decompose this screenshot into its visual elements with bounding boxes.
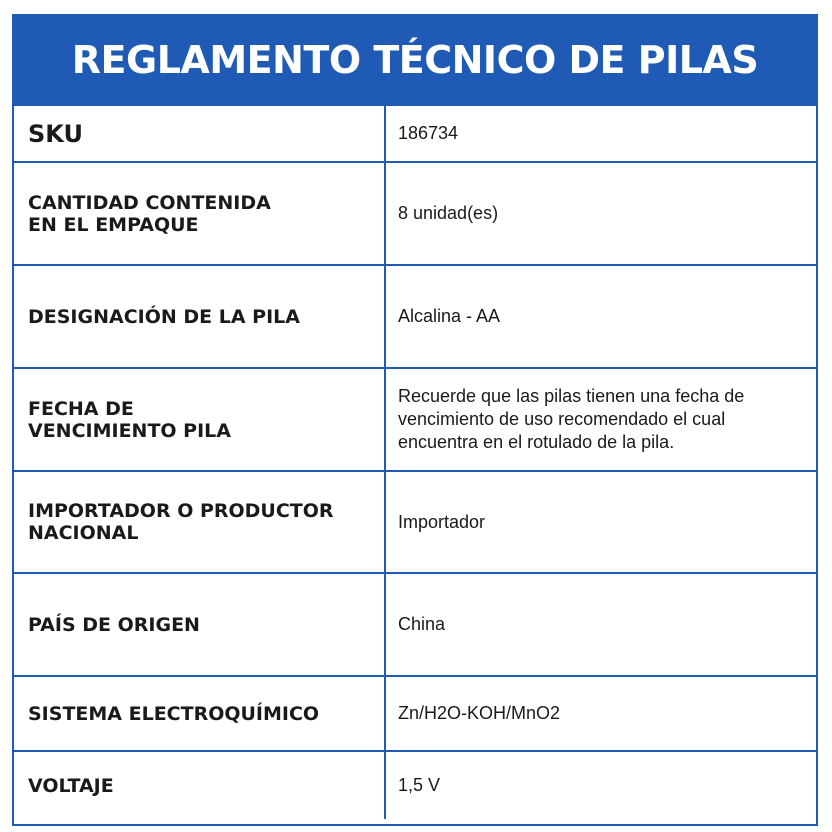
row-label: CANTIDAD CONTENIDA EN EL EMPAQUE	[28, 191, 271, 236]
row-label: FECHA DE VENCIMIENTO PILA	[28, 397, 231, 442]
table-row	[14, 368, 816, 471]
row-value-cell	[385, 265, 816, 368]
table-row	[14, 471, 816, 573]
row-value: 186734	[398, 123, 459, 143]
row-label: SISTEMA ELECTROQUÍMICO	[28, 702, 320, 725]
row-value: 8 unidad(es)	[398, 203, 499, 223]
row-value: Zn/H2O-KOH/MnO2	[398, 703, 561, 723]
row-label: SKU	[28, 119, 83, 148]
spec-table	[14, 104, 816, 819]
table-row	[14, 162, 816, 265]
row-value-cell	[385, 162, 816, 265]
row-label: PAÍS DE ORIGEN	[28, 613, 200, 636]
table-row	[14, 676, 816, 751]
row-label-cell	[14, 751, 385, 819]
row-value-cell	[385, 105, 816, 162]
row-label-cell	[14, 368, 385, 471]
row-value: 1,5 V	[398, 775, 441, 795]
row-label: IMPORTADOR O PRODUCTOR NACIONAL	[28, 500, 334, 544]
row-label-cell	[14, 162, 385, 265]
row-value: Importador	[398, 511, 486, 532]
row-value-cell	[385, 573, 816, 676]
row-value-cell	[385, 368, 816, 471]
row-label-cell	[14, 471, 385, 573]
row-label-cell	[14, 265, 385, 368]
row-label-cell	[14, 105, 385, 162]
table-row	[14, 265, 816, 368]
row-label-cell	[14, 676, 385, 751]
row-value: Alcalina - AA	[398, 306, 501, 326]
row-value-cell	[385, 751, 816, 819]
row-value-cell	[385, 471, 816, 573]
spec-sheet	[12, 14, 818, 826]
table-row	[14, 573, 816, 676]
table-row	[14, 751, 816, 819]
row-value: Recuerde que las pilas tienen una fecha de vencimiento de uso recomendado el cual encuentra en el rotulado de la pila.	[398, 386, 745, 452]
table-row	[14, 105, 816, 162]
row-label: VOLTAJE	[28, 774, 114, 797]
page-title: REGLAMENTO TÉCNICO DE PILAS	[14, 16, 816, 104]
row-label: DESIGNACIÓN DE LA PILA	[28, 305, 300, 328]
row-label-cell	[14, 573, 385, 676]
row-value: China	[398, 614, 446, 634]
row-value-cell	[385, 676, 816, 751]
